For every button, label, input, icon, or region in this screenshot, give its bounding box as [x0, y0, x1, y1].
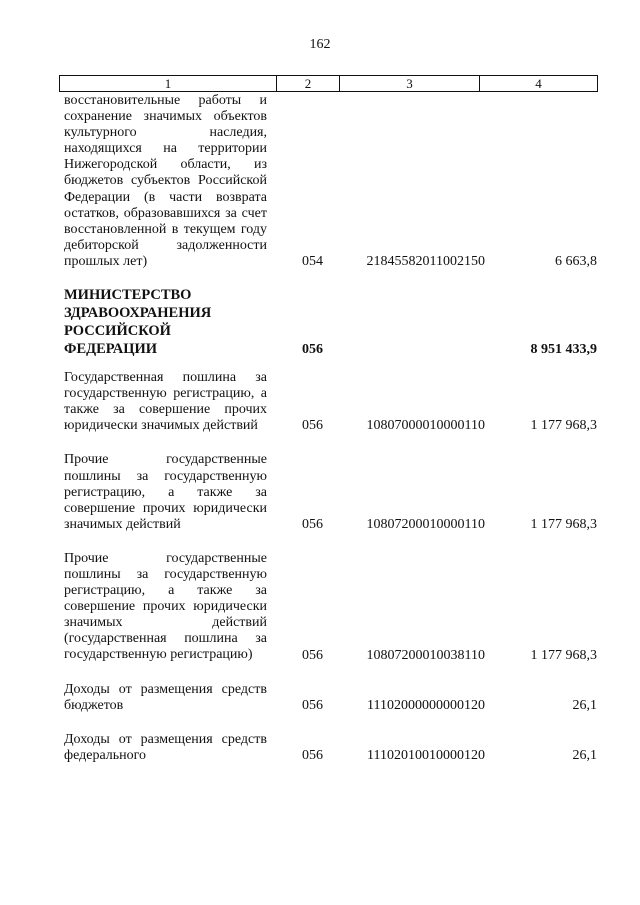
row-admin-code: 056	[302, 516, 323, 532]
header-col-2: 2	[277, 76, 340, 91]
row-kbk: 10807200010000110	[366, 516, 485, 532]
row-amount: 26,1	[572, 697, 597, 713]
row-kbk: 11102000000000120	[367, 697, 485, 713]
row-kbk: 11102010010000120	[367, 747, 485, 763]
row-description: восстановительные работы и сохранение значимых объектов культурного наследия, находящихся на территории Нижегородской области, из бюджетов субъектов Российской Федерации (в части возврата остатков, образовавшихся за счет восстановленной в текущем году дебиторской задолженности прошлых лет)	[64, 93, 267, 269]
table-row	[64, 93, 600, 270]
row-amount: 1 177 968,3	[530, 418, 597, 434]
ministry-title: МИНИСТЕРСТВО ЗДРАВООХРАНЕНИЯ РОССИЙСКОЙ ФЕДЕРАЦИИ	[64, 287, 212, 358]
row-kbk: 10807000010000110	[366, 418, 485, 434]
table-row	[64, 452, 600, 532]
header-col-3: 3	[340, 76, 480, 91]
table-body	[64, 93, 600, 782]
row-amount: 8 951 433,9	[530, 342, 597, 358]
row-amount: 26,1	[572, 747, 597, 763]
table-row	[64, 551, 600, 664]
row-kbk: 21845582011002150	[366, 254, 485, 270]
row-description: Доходы от размещения средств федерального	[64, 731, 267, 763]
row-description: Прочие государственные пошлины за государственную регистрацию, а также за совершение прочих юридически значимых действий	[64, 452, 267, 532]
row-admin-code: 056	[302, 418, 323, 434]
table-row	[64, 732, 600, 764]
row-description: Прочие государственные пошлины за государственную регистрацию, а также за совершение прочих юридически значимых действий (государственная пошлина за государственную регистрацию)	[64, 550, 267, 663]
table-row	[64, 370, 600, 434]
row-amount: 1 177 968,3	[530, 647, 597, 663]
header-col-4: 4	[535, 76, 542, 91]
table-row	[64, 682, 600, 714]
row-admin-code: 056	[302, 747, 323, 763]
row-amount: 1 177 968,3	[530, 516, 597, 532]
row-description: Государственная пошлина за государственную регистрацию, а также за совершение прочих юридически значимых действий	[64, 370, 267, 434]
table-header	[59, 75, 598, 92]
table-row-ministry	[64, 286, 600, 358]
row-admin-code: 054	[302, 254, 323, 270]
row-amount: 6 663,8	[555, 254, 597, 270]
row-admin-code: 056	[302, 647, 323, 663]
row-kbk: 10807200010038110	[366, 647, 485, 663]
row-description: Доходы от размещения средств бюджетов	[64, 681, 267, 713]
header-col-1: 1	[60, 76, 277, 91]
row-admin-code: 056	[302, 697, 323, 713]
row-admin-code: 056	[302, 342, 323, 358]
page-number: 162	[309, 37, 331, 52]
